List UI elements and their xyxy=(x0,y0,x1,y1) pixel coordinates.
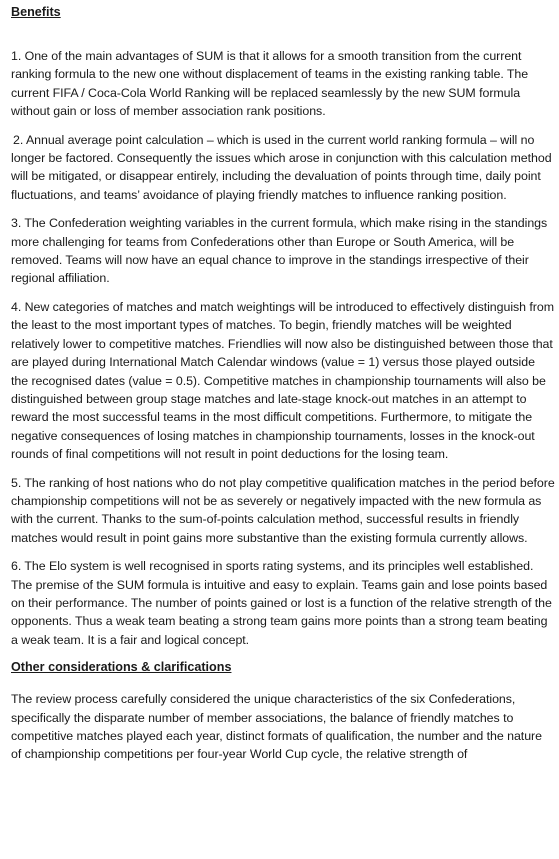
benefits-heading: Benefits xyxy=(11,5,61,19)
benefit-paragraph-4: 4. New categories of matches and match weightings will be introduced to effectively distinguish from the least to the most important types of matches. To begin, friendly matches will be weighted relatively lower to competitive matches. Friendlies will now also be distinguished between those that are played during International Match Calendar windows (value = 1) versus those played outside the recognised dates (value = 0.5). Competitive matches in championship tournaments will also be distinguished between group stage matches and late-stage knock-out matches in an attempt to reward the most successful teams in the most difficult competitions. Furthermore, to mitigate the negative consequences of losing matches in championship tournaments, losses in the knock-out rounds of final competitions will not result in point deductions for the losing team. xyxy=(11,299,554,462)
benefit-paragraph-6: 6. The Elo system is well recognised in sports rating systems, and its principles well established. The premise of the SUM formula is intuitive and easy to explain. Teams gain and lose points based on their performance. The number of points gained or lost is a function of the relative strength of the opponents. Thus a weak team beating a strong team gains more points than a strong team beating a weak team. It is a fair and logical concept. xyxy=(11,559,552,647)
benefit-paragraph-3: 3. The Confederation weighting variables in the current formula, which make rising in the standings more challenging for teams from Confederations other than Europe or South America, will be removed. Teams will now have an equal chance to improve in the standings irrespective of their regional affiliation. xyxy=(11,216,548,286)
other-considerations-paragraph: The review process carefully considered the unique characteristics of the six Confederations, specifically the disparate number of member associations, the balance of friendly matches to competitive matches played each year, distinct formats of qualification, the number and the nature of championship competitions per four-year World Cup cycle, the relative strength of xyxy=(11,692,542,762)
other-considerations-heading: Other considerations & clarifications xyxy=(11,660,232,675)
benefit-paragraph-5: 5. The ranking of host nations who do not play competitive qualification matches in the period before championship competitions will not be as severely or negatively impacted with the new formula as with the current. Thanks to the sum-of-points calculation method, successful results in friendly matches would result in point gains more substantive than the existing formula currently allows. xyxy=(11,475,555,545)
benefit-paragraph-2: 2. Annual average point calculation – which is used in the current world ranking formula – will no longer be factored. Consequently the issues which arose in conjunction with this calculation method will be mitigated, or disappear entirely, including the devaluation of points through time, daily point fluctuations, and teams’ avoidance of playing friendly matches to influence ranking position. xyxy=(11,132,552,202)
benefit-paragraph-1: 1. One of the main advantages of SUM is that it allows for a smooth transition from the current ranking formula to the new one without displacement of teams in the existing ranking table. The current FIFA / Coca-Cola World Ranking will be replaced seamlessly by the new SUM formula without gain or loss of member association rank positions. xyxy=(11,49,529,119)
